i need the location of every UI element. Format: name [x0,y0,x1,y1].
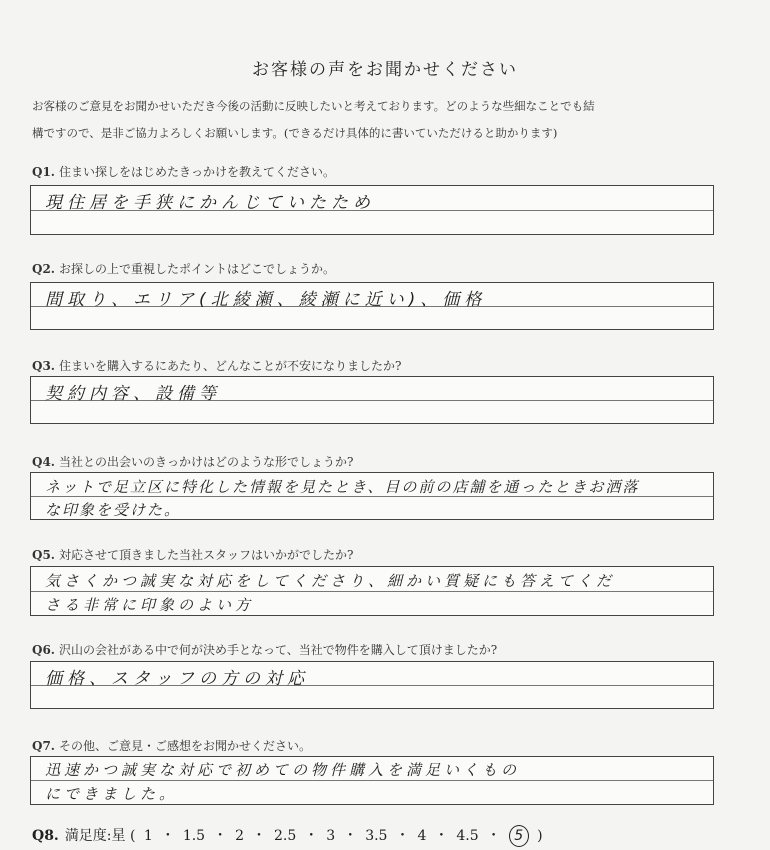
answer-box-4[interactable] [30,472,714,520]
answer-box-1[interactable] [30,185,714,235]
rating-close-paren: ) [537,828,543,844]
rating-option[interactable]: 2.5 [274,828,297,844]
intro-text [32,93,732,147]
satisfaction-rating [32,825,543,847]
intro-line-2: 構ですので、是非ご協力よろしくお願いします。(できるだけ具体的に書いていただけると助かります) [32,126,558,140]
rating-option-selected[interactable]: 5 [509,825,529,847]
question-text: 住まいを購入するにあたり、どんなことが不安になりましたか? [58,359,402,373]
answer-line: 契約内容、設備等 [45,384,221,404]
answer-line: 現住居を手狭にかんじていたため [45,193,375,213]
answer-box-2[interactable] [30,282,714,330]
answer-line: にできました。 [45,785,179,803]
rating-separator: ・ [213,828,228,844]
rating-option[interactable]: 4 [417,828,427,844]
rating-separator: ・ [304,828,319,844]
question-number: Q3. [32,359,55,373]
ruled-line [31,591,713,592]
answer-line: 価格、スタッフの方の対応 [45,669,309,689]
question-number: Q1. [32,165,55,179]
question-3 [32,357,732,374]
answer-line: 迅速かつ誠実な対応で初めての物件購入を満足いくもの [45,761,521,779]
rating-separator: ・ [486,828,501,844]
question-number: Q2. [32,262,55,276]
answer-box-5[interactable] [30,566,714,616]
question-number: Q4. [32,455,55,469]
question-number: Q7. [32,739,55,753]
question-text: 対応させて頂きました当社スタッフはいかがでしたか? [58,548,354,562]
question-text: その他、ご意見・ご感想をお聞かせください。 [58,739,311,753]
question-text: 住まい探しをはじめたきっかけを教えてください。 [58,165,335,179]
answer-line: な印象を受けた。 [45,501,182,519]
question-5 [32,546,732,563]
answer-line: 気さくかつ誠実な対応をしてくださり、細かい質疑にも答えてくだ [45,572,616,590]
ruled-line [31,780,713,781]
answer-box-7[interactable] [30,756,714,805]
question-number: Q6. [32,643,55,657]
rating-separator: ・ [343,828,358,844]
question-text: 当社との出会いのきっかけはどのような形でしょうか? [58,455,354,469]
rating-separator: ・ [434,828,449,844]
question-6 [32,641,732,658]
answer-line: 間取り、エリア(北綾瀬、綾瀬に近い)、価格 [45,290,487,310]
question-text: お探しの上で重視したポイントはどこでしょうか。 [58,262,335,276]
question-4 [32,453,732,470]
rating-open-paren: ( [129,828,136,844]
rating-separator: ・ [395,828,410,844]
rating-label: 満足度:星 [64,828,126,844]
question-number: Q8. [32,828,59,844]
rating-options [140,828,533,844]
question-7 [32,737,732,754]
rating-option[interactable]: 1 [143,828,153,844]
rating-separator: ・ [160,828,175,844]
question-2 [32,260,732,277]
intro-line-1: お客様のご意見をお聞かせいただき今後の活動に反映したいと考えております。どのような些細なことでも結 [32,99,595,113]
rating-option[interactable]: 4.5 [456,828,479,844]
answer-box-3[interactable] [30,376,714,424]
answer-line: さる非常に印象のよい方 [45,596,255,614]
page-title: お客様の声をお聞かせください [252,60,518,80]
rating-option[interactable]: 2 [235,828,245,844]
rating-option[interactable]: 1.5 [182,828,206,844]
rating-option[interactable]: 3 [326,828,336,844]
question-1 [32,163,732,180]
question-text: 沢山の会社がある中で何が決め手となって、当社で物件を購入して頂けましたか? [58,643,498,657]
rating-separator: ・ [252,828,267,844]
rating-option[interactable]: 3.5 [365,828,388,844]
answer-line: ネットで足立区に特化した情報を見たとき、目の前の店舗を通ったときお洒落 [45,478,640,496]
answer-box-6[interactable] [30,661,714,709]
question-number: Q5. [32,548,55,562]
